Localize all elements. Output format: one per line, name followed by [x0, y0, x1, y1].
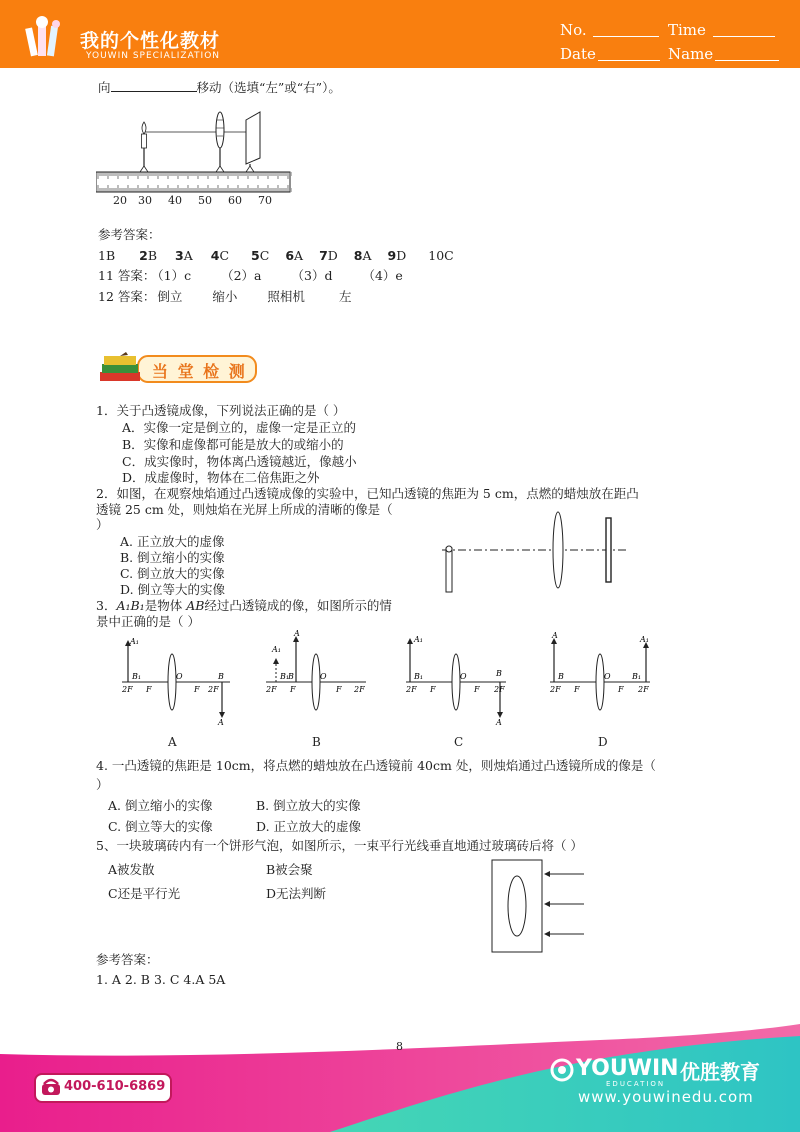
answer-12-label: 12 答案：: [98, 289, 156, 304]
o-label: O: [176, 672, 183, 681]
q2-option: D. 倒立等大的实像: [120, 582, 226, 597]
date-blank: [598, 46, 660, 61]
answer-item: 左: [338, 289, 352, 304]
answer-item: 倒立: [157, 289, 183, 304]
q3-diagram-b: [262, 630, 372, 726]
q2-option: C. 倒立放大的实像: [120, 566, 225, 581]
section-tag: [98, 352, 260, 386]
f-label: F: [618, 685, 624, 694]
phone-badge: [34, 1073, 172, 1103]
pencil-crayons-logo-icon: [22, 14, 72, 60]
footer-brand-sub: EDUCATION: [606, 1080, 666, 1088]
2f-label: 2F: [266, 685, 277, 694]
answer-item: 7D: [319, 248, 338, 263]
ruler-tick-label: 40: [168, 194, 182, 207]
2f-label: 2F: [550, 685, 561, 694]
2f-label: 2F: [208, 685, 219, 694]
answer-item: 5C: [251, 248, 270, 263]
a1-label: A₁: [640, 635, 649, 644]
q1-option: B．实像和虚像都可能是放大的或缩小的: [122, 437, 344, 452]
answer-item: 1B: [98, 248, 116, 263]
q5-stem: 5、一块玻璃砖内有一个饼形气泡，如图所示，一束平行光线垂直地通过玻璃砖后将（ ）: [96, 838, 583, 853]
time-field[interactable]: [668, 21, 775, 39]
b-label: B: [558, 672, 564, 681]
brand-title: 我的个性化教材: [80, 30, 221, 52]
answer-item: 4C: [210, 248, 230, 263]
q4-option: D. 正立放大的虚像: [256, 819, 362, 834]
a-label: A: [294, 630, 300, 638]
q3-text: 是物体: [144, 598, 187, 613]
ruler-tick-label: 50: [198, 194, 212, 207]
answer-item: 照相机: [267, 289, 305, 304]
f-label: F: [474, 685, 480, 694]
diagram-label: C: [454, 735, 464, 749]
answer-blank[interactable]: [111, 80, 197, 92]
ruler-tick-label: 70: [258, 194, 272, 207]
f-label: F: [574, 685, 580, 694]
answer-item: 6A: [285, 248, 304, 263]
name-blank: [715, 46, 779, 61]
answer-item: （4）e: [362, 268, 403, 283]
q12-suffix: 移动（选填“左”或“右”）。: [196, 80, 341, 95]
a-label: A: [552, 631, 558, 640]
ruler-tick-label: 30: [138, 194, 152, 207]
f-label: F: [146, 685, 152, 694]
q3-diagram-a: [118, 630, 238, 726]
o-label: O: [604, 672, 611, 681]
q12-tail: [98, 80, 341, 96]
q2-stem: 2．如图，在观察烛焰通过凸透镜成像的实验中，已知凸透镜的焦距为 5 cm，点燃的蜡烛放在距凸: [96, 486, 639, 501]
answer-item: （3）d: [291, 268, 333, 283]
o-label: O: [460, 672, 467, 681]
brand-subtitle: YOUWIN SPECIALIZATION: [86, 51, 221, 61]
diagram-label: B: [312, 735, 321, 749]
q2-option: A. 正立放大的虚像: [120, 534, 225, 549]
b-label: B: [496, 669, 502, 678]
a1-label: A₁: [130, 637, 139, 646]
footer-brand: YOUWIN: [576, 1056, 679, 1081]
no-label: No.: [560, 21, 587, 39]
phone-number: 400-610-6869: [64, 1079, 166, 1094]
q3-object-label: AB: [186, 598, 205, 613]
answer-item: （2）a: [221, 268, 262, 283]
b-label: B: [218, 672, 224, 681]
time-label: Time: [668, 21, 706, 39]
time-blank: [713, 22, 775, 37]
2f-label: 2F: [122, 685, 133, 694]
diagram-label: D: [598, 735, 608, 749]
o-label: O: [320, 672, 327, 681]
q2-stem: ）: [96, 517, 109, 532]
q5-option: A被发散: [108, 862, 155, 877]
date-label: Date: [560, 45, 596, 63]
q4-option: A. 倒立缩小的实像: [108, 798, 213, 813]
a-label: A: [496, 718, 502, 726]
q12-prefix: 向: [98, 80, 111, 95]
answer-item: 10C: [428, 248, 454, 263]
a1-label: A₁: [272, 645, 281, 654]
no-field[interactable]: [560, 21, 659, 39]
q2-stem: 透镜 25 cm 处，则烛焰在光屏上所成的清晰的像是（: [96, 502, 393, 517]
answer-item: 2B: [139, 248, 158, 263]
f-label: F: [290, 685, 296, 694]
candle-lens-screen-figure: [436, 508, 632, 598]
2f-label: 2F: [638, 685, 649, 694]
page-number: 8: [396, 1040, 403, 1053]
page-header: [0, 0, 800, 68]
b1-label: B₁: [632, 672, 642, 681]
no-blank: [593, 22, 659, 37]
answer-item: （1）c: [157, 268, 192, 283]
q3-text: 经过凸透镜成的像，如图所示的情: [204, 598, 392, 613]
q3-stem: 景中正确的是（ ）: [96, 614, 200, 629]
b1-label: B₁: [280, 672, 290, 681]
answers-title: 参考答案：: [98, 227, 161, 242]
answers-row: [98, 248, 454, 264]
answers-text: 1. A 2. B 3. C 4.A 5A: [96, 972, 226, 987]
q1-option: D．成虚像时，物体在二倍焦距之外: [122, 470, 320, 485]
a1-label: A₁: [414, 635, 423, 644]
b1-label: B₁: [132, 672, 142, 681]
section-title: 当 堂 检 测: [152, 362, 247, 381]
q4-option: C. 倒立等大的实像: [108, 819, 213, 834]
q5-option: C还是平行光: [108, 886, 181, 901]
q4-option: B. 倒立放大的实像: [256, 798, 361, 813]
answer-item: 缩小: [212, 289, 238, 304]
answer-item: 3A: [175, 248, 193, 263]
answer-item: 9D: [387, 248, 407, 263]
q1-stem: 1．关于凸透镜成像，下列说法正确的是（ ）: [96, 403, 346, 418]
q5-option: D无法判断: [266, 886, 327, 901]
ruler-tick-label: 20: [113, 194, 127, 207]
diagram-label: A: [168, 735, 177, 749]
2f-label: 2F: [494, 685, 505, 694]
answer-11-label: 11 答案：: [98, 268, 156, 283]
answer-item: 8A: [353, 248, 372, 263]
q3-number: 3．: [96, 598, 117, 613]
q4-stem: ）: [96, 777, 109, 792]
f-label: F: [194, 685, 200, 694]
ruler-tick-label: 60: [228, 194, 242, 207]
2f-label: 2F: [354, 685, 365, 694]
answer-12: [98, 289, 351, 305]
b1-label: B₁: [414, 672, 424, 681]
footer-url: www.youwinedu.com: [578, 1088, 754, 1106]
q1-option: C．成实像时，物体离凸透镜越近，像越小: [122, 454, 357, 469]
a-label: A: [218, 718, 224, 726]
glass-brick-figure: [490, 858, 586, 956]
answer-11: [98, 268, 403, 284]
2f-label: 2F: [406, 685, 417, 694]
date-field[interactable]: [560, 45, 660, 63]
answers-title: 参考答案：: [96, 952, 159, 967]
q4-stem: 4. 一凸透镜的焦距是 10cm，将点燃的蜡烛放在凸透镜前 40cm 处，则烛焰通过凸透镜所成的像是（: [96, 758, 656, 773]
phone-icon: [41, 1078, 61, 1096]
youwin-logo-icon: [550, 1058, 574, 1082]
f-label: F: [430, 685, 436, 694]
q5-option: B被会聚: [266, 862, 313, 877]
q3-image-label: A₁B₁: [116, 598, 145, 613]
footer-brand-cn: 优胜教育: [680, 1060, 760, 1084]
f-label: F: [336, 685, 342, 694]
q3-stem: [96, 598, 392, 614]
q2-option: B. 倒立缩小的实像: [120, 550, 225, 565]
name-field[interactable]: [668, 45, 779, 63]
q1-option: A．实像一定是倒立的，虚像一定是正立的: [122, 420, 357, 435]
name-label: Name: [668, 45, 714, 63]
q3-diagram-c: [402, 630, 512, 726]
b-label: B: [288, 672, 294, 681]
q3-diagram-d: [546, 630, 656, 726]
